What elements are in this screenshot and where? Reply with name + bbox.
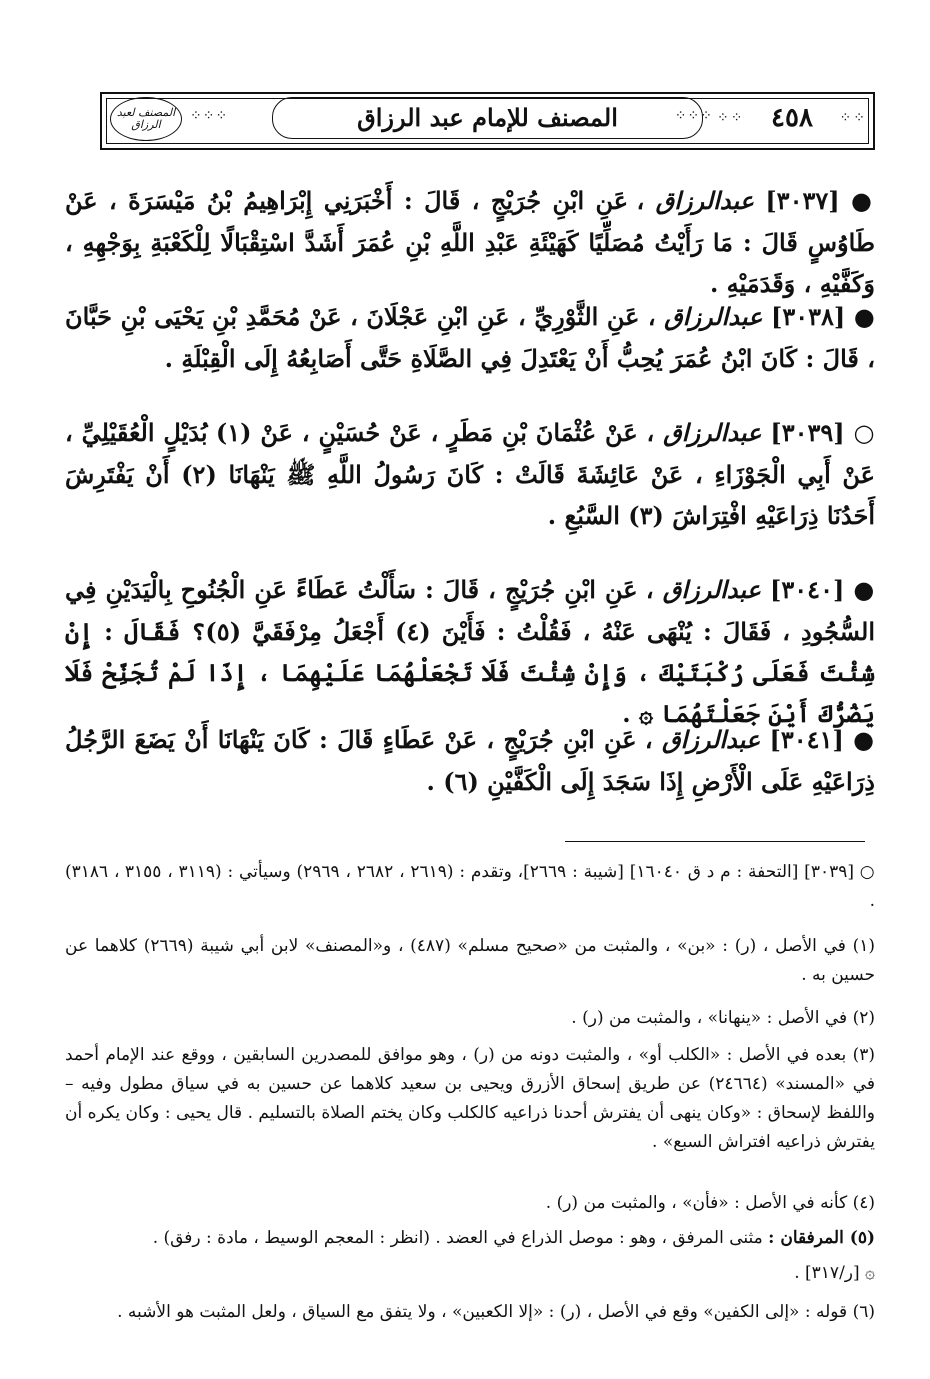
footnote-page-ref: ۞ [ر/٣١٧] . xyxy=(794,1263,875,1283)
ornament-icon: ⁘⁘⁘ xyxy=(674,108,713,124)
footnote-6: (٦) قوله : «إلى الكفين» وقع في الأصل ، (ر) : «إلا الكعبين» ، ولا يتفق مع السياق ، ولعل المثبت هو الأشبه . xyxy=(117,1302,875,1322)
hadith-author: عبدالرزاق xyxy=(664,302,763,331)
ornament-icon: ⁘⁘ xyxy=(717,110,745,126)
footnote-5-label: (٥) المرفقان : xyxy=(768,1228,875,1248)
book-title: المصنف للإمام عبد الرزاق xyxy=(357,103,618,132)
hadith-number: [٣٠٤١] xyxy=(769,725,844,754)
hadith-author: عبدالرزاق xyxy=(662,575,761,604)
hadith-number: [٣٠٣٩] xyxy=(770,418,845,447)
page-number: ٤٥٨ xyxy=(763,103,821,133)
footnote-5-text: مثنى المرفق ، وهو : موصل الذراع في العضد . (انظر : المعجم الوسيط ، مادة : رفق) . xyxy=(152,1228,763,1248)
hadith-marker: ● xyxy=(851,187,875,215)
hadith-text: ، عَنِ ابْنِ جُرَيْجٍ ، قَالَ : سَأَلْتُ عَطَاءً عَنِ الْجُنُوحِ بِالْيَدَيْنِ فِي السُّجُودِ ، فَقَالَ : يُنْهَى عَنْهُ ، فَقُلْتُ : فَأَيْنَ (٤) أَجْعَلُ مِرْفَقَيَّ (٥)؟ فَقَالَ : إِنْ شِئْتَ فَعَلَى رُكْبَتَيْكَ ، وَإِنْ شِئْتَ فَلَا تَجْعَلْهُمَا عَلَيْهِمَا ، إِذَا لَمْ تُجَنِّحْ فَلَا يَضُرُّكَ أَيْنَ جَعَلْتَهُمَا ۞ . xyxy=(65,575,876,728)
hadith-number: [٣٠٣٧] xyxy=(765,186,840,215)
ornament-icon: ⁘⁘ xyxy=(839,110,867,126)
footnote-divider xyxy=(565,841,865,842)
page-header xyxy=(100,92,875,150)
hadith-author: عبدالرزاق xyxy=(663,418,762,447)
footnote-3: (٣) بعده في الأصل : «الكلب أو» ، والمثبت دونه من (ر) ، وهو موافق للمصدرين السابقين ، ووقع عند الإمام أحمد في «المسند» (٢٤٦٦٤) عن طريق إسحاق الأزرق ويحيى بن سعيد كلاهما عن حسين به في سياق مطول وفيه – واللفظ لإسحاق : «وكان ينهى أن يفترش أحدنا ذراعيه كالكلب وكان يختم الصلاة بالتسليم . قال يحيى : وكان يكره أن يفترش ذراعيه افتراش السبع» . xyxy=(65,1045,876,1152)
footnote-2: (٢) في الأصل : «ينهانا» ، والمثبت من (ر) . xyxy=(571,1008,875,1028)
hadith-marker: ○ xyxy=(853,419,875,447)
hadith-author: عبدالرزاق xyxy=(655,186,754,215)
hadith-marker: ● xyxy=(853,303,875,331)
hadith-number: [٣٠٣٨] xyxy=(771,302,846,331)
hadith-author: عبدالرزاق xyxy=(661,725,761,754)
seal-logo xyxy=(110,97,182,141)
hadith-3039 xyxy=(65,412,875,536)
hadith-marker: ● xyxy=(853,576,876,604)
ornament-icon: ⁘⁘⁘ xyxy=(190,108,229,124)
hadith-number: [٣٠٤٠] xyxy=(770,575,845,604)
footnote-4: (٤) كأنه في الأصل : «فأن» ، والمثبت من (ر) . xyxy=(545,1193,875,1213)
footnote-5 xyxy=(65,1224,875,1253)
footnote-1: (١) في الأصل ، (ر) : «بن» ، والمثبت من «صحيح مسلم» (٤٨٧) ، و«المصنف» لابن أبي شيبة (٢٦٦٩) كلاهما عن حسين به . xyxy=(65,936,876,985)
hadith-3040 xyxy=(65,569,875,734)
footnote-source: ○ [٣٠٣٩] [التحفة : م د ق ١٦٠٤٠] [شيبة : ٢٦٦٩]، وتقدم : (٢٦١٩ ، ٢٦٨٢ ، ٢٩٦٩) وسيأتي : (٣١١٩ ، ٣١٥٥ ، ٣١٨٦) . xyxy=(65,862,876,911)
hadith-3038 xyxy=(65,296,875,379)
seal-text: المصنف لعبد الرزاق xyxy=(116,106,176,131)
page-number-box xyxy=(717,99,867,137)
hadith-text: ، عَنِ ابْنِ جُرَيْجٍ ، عَنْ عَطَاءٍ قَالَ : كَانَ يَنْهَانَا أَنْ يَضَعَ الرَّجُلُ ذِرَاعَيْهِ عَلَى الْأَرْضِ إِذَا سَجَدَ إِلَى الْكَفَّيْنِ (٦) . xyxy=(65,725,875,796)
hadith-text: ، عَنِ الثَّوْرِيِّ ، عَنِ ابْنِ عَجْلَانَ ، عَنْ مُحَمَّدِ بْنِ يَحْيَى بْنِ حَبَّانَ ، قَالَ : كَانَ ابْنُ عُمَرَ يُحِبُّ أَنْ يَعْتَدِلَ فِي الصَّلَاةِ حَتَّى أَصَابِعُهُ إِلَى الْقِبْلَةِ . xyxy=(65,302,875,373)
hadith-marker: ● xyxy=(853,726,876,754)
hadith-3037 xyxy=(65,180,875,304)
hadith-text: ، عَنْ عُثْمَانَ بْنِ مَطَرٍ ، عَنْ حُسَيْنٍ ، عَنْ (١) بُدَيْلٍ الْعُقَيْلِيِّ ، عَنْ أَبِي الْجَوْزَاءِ ، عَنْ عَائِشَةَ قَالَتْ : كَانَ رَسُولُ اللَّهِ ﷺ يَنْهَانَا (٢) أَنْ يَفْتَرِشَ أَحَدُنَا ذِرَاعَيْهِ افْتِرَاشَ (٣) السَّبُعِ . xyxy=(65,418,875,530)
hadith-3041 xyxy=(65,719,875,802)
hadith-text: ، عَنِ ابْنِ جُرَيْجٍ ، قَالَ : أَخْبَرَنِي إِبْرَاهِيمُ بْنُ مَيْسَرَةَ ، عَنْ طَاوُسٍ قَالَ : مَا رَأَيْتُ مُصَلِّيًا كَهَيْئَةِ عَبْدِ اللَّهِ بْنِ عُمَرَ أَشَدَّ اسْتِقْبَالًا لِلْكَعْبَةِ بِوَجْهِهِ ، وَكَفَّيْهِ ، وَقَدَمَيْهِ . xyxy=(65,186,875,298)
